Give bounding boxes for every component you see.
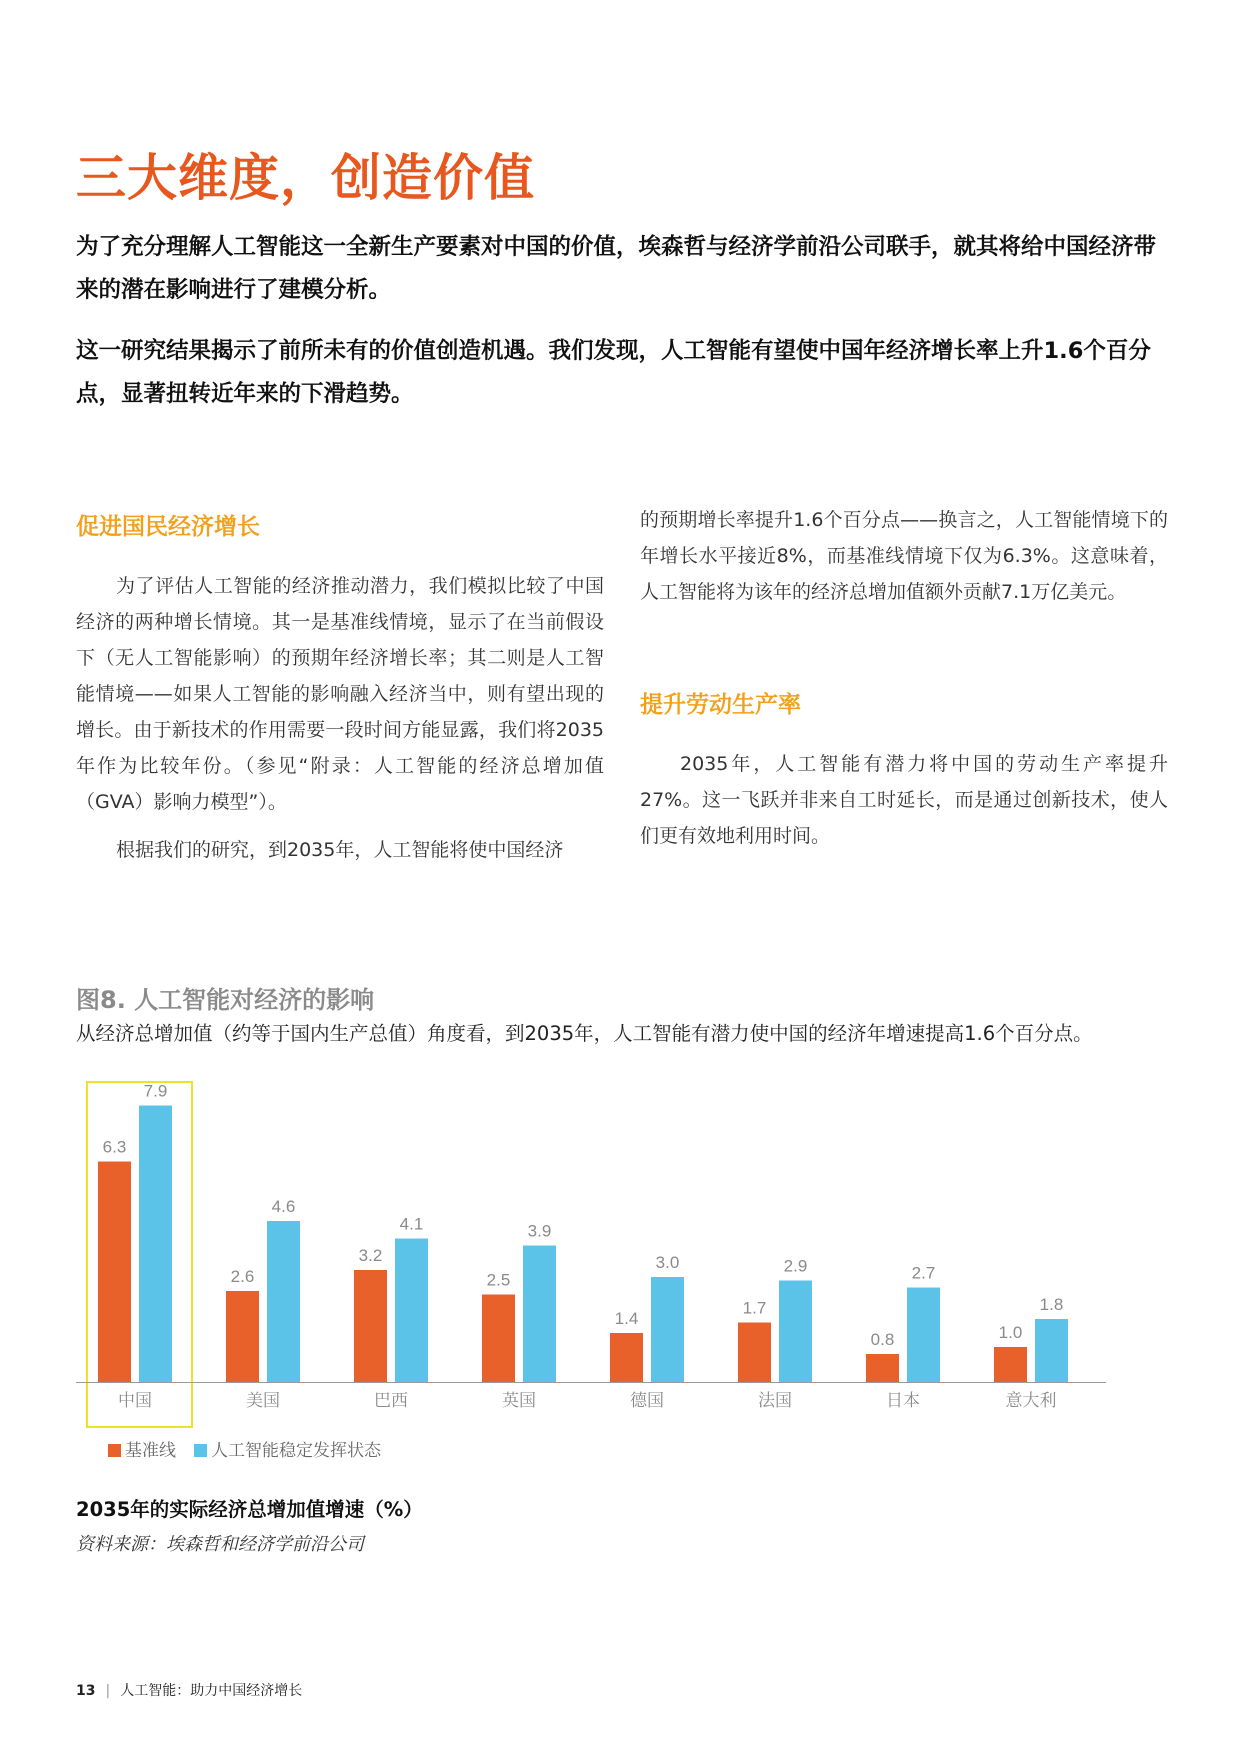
bar-baseline-7	[994, 1347, 1027, 1382]
x-tick-label: 日本	[886, 1391, 920, 1410]
page-footer	[76, 1680, 302, 1700]
page-title: 三大维度，创造价值	[76, 149, 535, 207]
figure-title: 图8. 人工智能对经济的影响	[76, 986, 375, 1014]
labor-paragraph: 2035年，人工智能有潜力将中国的劳动生产率提升27%。这一飞跃并非来自工时延长，而是通过创新技术，使人们更有效地利用时间。	[640, 753, 1168, 847]
section-heading-labor: 提升劳动生产率	[640, 692, 801, 718]
data-label: 2.9	[783, 1256, 808, 1276]
bar-ai-6	[907, 1288, 940, 1383]
data-label: 0.8	[870, 1330, 895, 1349]
data-label: 3.9	[527, 1221, 552, 1241]
data-label: 1.0	[998, 1323, 1023, 1342]
x-tick-label: 德国	[630, 1391, 664, 1410]
bar-ai-7	[1035, 1319, 1068, 1382]
data-label: 4.6	[271, 1197, 296, 1216]
legend-swatch	[194, 1444, 207, 1457]
lead-paragraph-2: 这一研究结果揭示了前所未有的价值创造机遇。我们发现，人工智能有望使中国年经济增长率上升1.6个百分点，显著扭转近年来的下滑趋势。	[76, 338, 1151, 407]
bar-baseline-3	[482, 1295, 515, 1383]
bar-ai-1	[267, 1221, 300, 1382]
legend-swatch	[108, 1444, 121, 1457]
footer-doc-title: 人工智能：助力中国经济增长	[120, 1683, 303, 1699]
x-tick-label: 巴西	[374, 1391, 408, 1410]
bar-baseline-4	[610, 1333, 643, 1382]
bar-ai-2	[395, 1239, 428, 1383]
x-tick-label: 法国	[758, 1391, 792, 1410]
x-tick-label: 意大利	[1005, 1391, 1057, 1410]
data-label: 1.4	[614, 1309, 639, 1328]
bar-chart	[76, 1072, 1116, 1482]
x-tick-label: 中国	[118, 1391, 152, 1410]
section-heading-growth: 促进国民经济增长	[76, 514, 260, 540]
data-label: 1.8	[1039, 1295, 1064, 1314]
data-label: 2.6	[230, 1267, 255, 1286]
lead-paragraph-1: 为了充分理解人工智能这一全新生产要素对中国的价值，埃森哲与经济学前沿公司联手，就其将给中国经济带来的潜在影响进行了建模分析。	[76, 234, 1157, 303]
bar-ai-5	[779, 1281, 812, 1383]
data-label: 4.1	[399, 1214, 424, 1234]
bar-ai-4	[651, 1277, 684, 1382]
data-label: 2.5	[486, 1270, 511, 1290]
data-label: 1.7	[742, 1298, 767, 1318]
footer-separator: |	[105, 1683, 111, 1699]
bar-ai-3	[523, 1246, 556, 1383]
source-note: 资料来源：埃森哲和经济学前沿公司	[76, 1534, 364, 1555]
data-label: 6.3	[102, 1137, 127, 1157]
growth-paragraph-3: 的预期增长率提升1.6个百分点——换言之，人工智能情境下的年增长水平接近8%，而基准线情境下仅为6.3%。这意味着，人工智能将为该年的经济总增加值额外贡献7.1万亿美元。	[640, 509, 1168, 603]
data-label: 7.9	[143, 1081, 168, 1101]
bar-baseline-2	[354, 1270, 387, 1382]
bar-baseline-1	[226, 1291, 259, 1382]
bar-ai-0	[139, 1106, 172, 1383]
growth-paragraph-1: 为了评估人工智能的经济推动潜力，我们模拟比较了中国经济的两种增长情境。其一是基准线情境，显示了在当前假设下（无人工智能影响）的预期年经济增长率；其二则是人工智能情境——如果人工智能的影响融入经济当中，则有望出现的增长。由于新技术的作用需要一段时间方能显露，我们将2035年作为比较年份。（参见“附录：人工智能的经济总增加值（GVA）影响力模型”）。	[76, 575, 604, 813]
figure-subtitle: 从经济总增加值（约等于国内生产总值）角度看，到2035年，人工智能有潜力使中国的经济年增速提高1.6个百分点。	[76, 1022, 1093, 1045]
data-label: 3.0	[655, 1253, 680, 1272]
data-label: 3.2	[358, 1246, 383, 1265]
x-tick-label: 英国	[502, 1391, 536, 1410]
bar-baseline-6	[866, 1354, 899, 1382]
bar-baseline-5	[738, 1323, 771, 1383]
x-tick-label: 美国	[246, 1391, 280, 1410]
bar-baseline-0	[98, 1162, 131, 1383]
data-label: 2.7	[911, 1263, 936, 1283]
legend-label: 基准线	[125, 1441, 176, 1460]
legend-label: 人工智能稳定发挥状态	[211, 1441, 381, 1460]
chart-caption: 2035年的实际经济总增加值增速（%）	[76, 1498, 423, 1521]
growth-paragraph-2: 根据我们的研究，到2035年，人工智能将使中国经济	[116, 839, 564, 861]
page-number: 13	[76, 1683, 96, 1699]
